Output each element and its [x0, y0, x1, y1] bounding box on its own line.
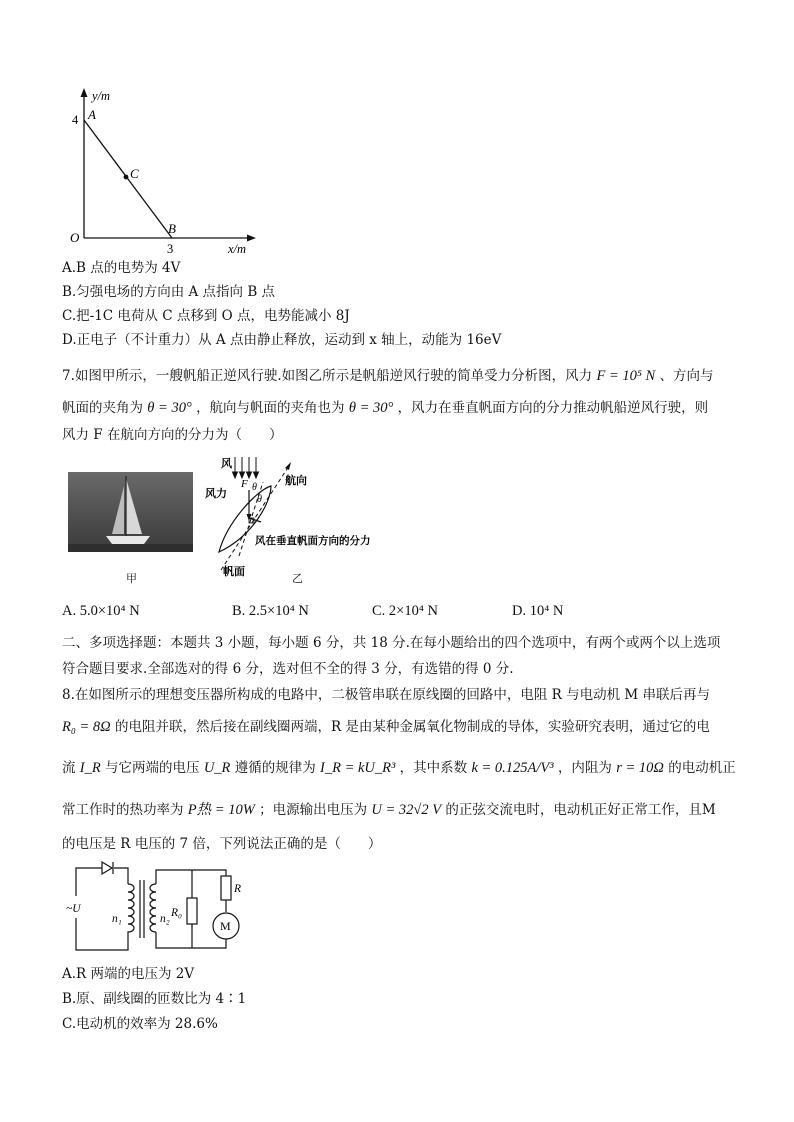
q8-option-a: A.R 两端的电压为 2V	[62, 966, 195, 982]
fig-label-jia: 甲	[126, 572, 137, 585]
q7-option-a: A. 5.0×10⁴ N	[62, 603, 140, 619]
label-point-a: A	[88, 107, 96, 122]
q6-option-d: D.正电子（不计重力）从 A 点由静止释放，运动到 x 轴上，动能为 16eV	[62, 332, 502, 348]
force-diagram	[205, 452, 390, 582]
label-perp-force: 风在垂直帆面方向的分力	[255, 536, 371, 547]
label-r: R	[234, 883, 242, 895]
x-tick-3: 3	[167, 242, 174, 256]
label-theta-1: θ	[252, 482, 257, 493]
heading-arrow	[285, 462, 291, 470]
eq-k: k = 0.125A/V³	[471, 760, 554, 776]
eq-wind-force: F = 10⁵ N	[596, 368, 656, 384]
eq-ir: I_R	[79, 760, 101, 776]
y-tick-4: 4	[72, 113, 79, 127]
label-n1: n₁	[112, 913, 122, 925]
q8-stem-line3: 流 I_R 与它两端的电压 U_R 遵循的规律为 I_R = kU_R³ ，其中系数 k = 0.125A/V³ ，内阻为 r = 10Ω 的电动机正	[62, 760, 736, 776]
resistor-r	[221, 876, 231, 900]
eq-u: U = 32√2 V	[371, 802, 442, 818]
diode-icon	[102, 862, 112, 874]
coordinate-figure	[68, 86, 268, 256]
eq-r0: R₀ = 8Ω	[62, 719, 111, 735]
label-heading: 航向	[285, 475, 307, 487]
label-source: ~U	[66, 903, 81, 915]
q8-option-c: C.电动机的效率为 28.6%	[62, 1016, 218, 1032]
sailboat-icon	[68, 472, 193, 552]
label-theta-2: θ	[257, 494, 262, 505]
wind-arrows	[233, 457, 259, 478]
circuit-diagram	[66, 858, 266, 958]
label-point-c: C	[130, 166, 139, 181]
label-wind-force: 风力	[205, 488, 227, 500]
x-axis-label: x/m	[228, 242, 247, 256]
section2-header-line2: 符合题目要求.全部选对的得 6 分，选对但不全的得 3 分，有选错的得 0 分.	[62, 661, 514, 677]
q7-option-d: D. 10⁴ N	[512, 603, 564, 619]
label-sail-surface: 帆面	[223, 566, 245, 578]
eq-r: r = 10Ω	[616, 760, 664, 776]
q6-option-a: A.B 点的电势为 4V	[62, 260, 181, 276]
secondary-coil	[150, 884, 156, 932]
x-axis-arrow	[247, 235, 256, 242]
eq-ur: U_R	[203, 760, 231, 776]
fig-label-yi: 乙	[292, 572, 303, 585]
eq-theta-2: θ = 30°	[348, 400, 394, 416]
q7-option-c: C. 2×10⁴ N	[372, 603, 439, 619]
q7-option-b: B. 2.5×10⁴ N	[232, 603, 309, 619]
eq-theta-1: θ = 30°	[147, 400, 192, 416]
label-f: F	[241, 478, 248, 490]
q8-option-b: B.原、副线圈的匝数比为 4∶1	[62, 991, 247, 1007]
y-axis-arrow	[81, 88, 88, 97]
q8-stem-line1: 8.在如图所示的理想变压器所构成的电路中，二极管串联在原线圈的回路中，电阻 R 与电动机 M 串联后再与	[62, 687, 711, 703]
primary-coil	[128, 884, 134, 934]
segment-ab	[84, 120, 172, 238]
eq-law: I_R = kU_R³	[320, 760, 396, 776]
q8-stem-line2: R₀ = 8Ω 的电阻并联，然后接在副线圈两端，R 是由某种金属氧化物制成的导体，实验研究表明，通过它的电	[62, 719, 710, 735]
label-point-b: B	[168, 221, 176, 236]
q6-option-c: C.把-1C 电荷从 C 点移到 O 点，电势能减小 8J	[62, 308, 350, 324]
q7-stem-line1: 7.如图甲所示，一艘帆船正逆风行驶.如图乙所示是帆船逆风行驶的简单受力分析图，风力 F = 10⁵ N 、方向与	[62, 368, 714, 384]
label-motor: M	[220, 919, 231, 933]
eq-p-heat: P热 = 10W	[187, 802, 255, 818]
section2-header-line1: 二、多项选择题：本题共 3 小题，每小题 6 分，共 18 分.在每小题给出的四个选项中，有两个或两个以上选项	[62, 635, 721, 651]
q6-option-b: B.匀强电场的方向由 A 点指向 B 点	[62, 284, 276, 300]
label-r0: R₀	[171, 907, 183, 919]
origin-label: O	[70, 230, 80, 245]
point-c	[124, 175, 129, 180]
sailboat-photo	[68, 472, 193, 552]
q8-stem-line4: 常工作时的热功率为 P热 = 10W ；电源输出电压为 U = 32√2 V 的正弦交流电时，电动机正好正常工作，且M	[62, 802, 716, 818]
label-wind: 风	[221, 458, 232, 470]
y-axis-label: y/m	[92, 89, 111, 103]
q8-stem-line5: 的电压是 R 电压的 7 倍，下列说法正确的是（ ）	[62, 836, 382, 852]
resistor-r0	[187, 898, 197, 924]
q7-options	[62, 603, 762, 623]
q7-stem-line2: 帆面的夹角为 θ = 30° ，航向与帆面的夹角也为 θ = 30° ，风力在垂直帆面方向的分力推动帆船逆风行驶，则	[62, 400, 709, 416]
q7-stem-line3: 风力 F 在航向方向的分力为（ ）	[62, 427, 283, 443]
label-n2: n₂	[160, 913, 170, 925]
